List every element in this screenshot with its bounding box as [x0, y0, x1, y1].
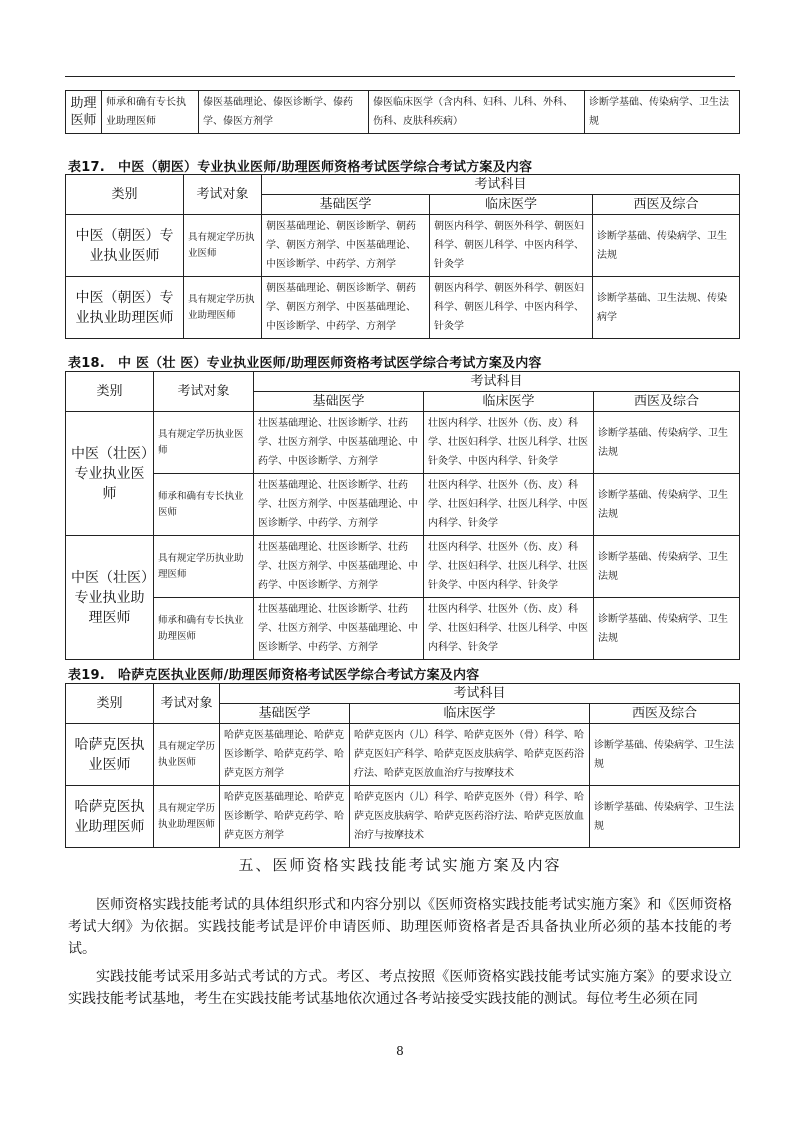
table-row — [66, 724, 740, 786]
table-cell: 朝医基础理论、朝医诊断学、朝药学、朝医方剂学、中医基础理论、中医诊断学、中药学、方剂学 — [262, 215, 430, 277]
header-target: 考试对象 — [154, 684, 220, 724]
header-basic: 基础医学 — [254, 392, 424, 412]
table18-caption: 表18. 中 医（壮 医）专业执业医师/助理医师资格考试医学综合考试方案及内容 — [68, 356, 542, 371]
table-cell: 具有规定学历执业医师 — [154, 724, 220, 786]
table-cell: 壮医基础理论、壮医诊断学、壮药学、壮医方剂学、中医基础理论、中药学、中医诊断学、方剂学 — [254, 412, 424, 474]
header-category: 类别 — [66, 684, 154, 724]
table-cell: 哈萨克医内（儿）科学、哈萨克医外（骨）科学、哈萨克医妇产科学、哈萨克医皮肤病学、哈萨克医药浴疗法、哈萨克医放血治疗与按摩技术 — [350, 724, 590, 786]
header-subjects: 考试科目 — [262, 175, 740, 195]
header-western: 西医及综合 — [593, 195, 740, 215]
header-target: 考试对象 — [184, 175, 262, 215]
table-cell: 师承和确有专长执业医师 — [154, 474, 254, 536]
table-cell: 壮医内科学、壮医外（伤、皮）科学、壮医妇科学、壮医儿科学、中医内科学、针灸学 — [424, 474, 594, 536]
table-cell: 中医（朝医）专业执业医师 — [66, 215, 184, 277]
table-row — [66, 277, 740, 339]
table-cell: 诊断学基础、传染病学、卫生法规 — [594, 412, 740, 474]
group-cell: 中医（壮医）专业执业医师 — [66, 412, 154, 536]
table-cell: 具有规定学历执业助理医师 — [184, 277, 262, 339]
table-cell: 壮医内科学、壮医外（伤、皮）科学、壮医妇科学、壮医儿科学、中医内科学、针灸学 — [424, 598, 594, 660]
header-rule — [65, 76, 735, 77]
table-cell: 诊断学基础、传染病学、卫生法规 — [594, 536, 740, 598]
table-cell: 诊断学基础、传染病学、卫生法规 — [593, 215, 740, 277]
table-cell: 诊断学基础、传染病学、卫生法规 — [590, 786, 740, 848]
section-title: 五、医师资格实践技能考试实施方案及内容 — [238, 856, 562, 874]
table-cell: 诊断学基础、传染病学、卫生法规 — [590, 724, 740, 786]
table-row — [66, 598, 740, 660]
table-cell: 朝医内科学、朝医外科学、朝医妇科学、朝医儿科学、中医内科学、针灸学 — [430, 277, 593, 339]
table-cell: 诊断学基础、传染病学、卫生法规 — [594, 598, 740, 660]
table-cell: 助理医师 — [66, 91, 102, 134]
table-cell: 哈萨克医内（儿）科学、哈萨克医外（骨）科学、哈萨克医皮肤病学、哈萨克医药浴疗法、哈萨克医放血治疗与按摩技术 — [350, 786, 590, 848]
table17 — [65, 174, 740, 339]
header-subjects: 考试科目 — [254, 372, 740, 392]
table-cell: 诊断学基础、传染病学、卫生法规 — [585, 91, 740, 134]
table-row — [66, 412, 740, 474]
table-cell: 师承和确有专长执业助理医师 — [102, 91, 199, 134]
header-western: 西医及综合 — [594, 392, 740, 412]
table-cell: 具有规定学历执业助理医师 — [154, 536, 254, 598]
table-cell: 诊断学基础、传染病学、卫生法规 — [594, 474, 740, 536]
table-cell: 诊断学基础、卫生法规、传染病学 — [593, 277, 740, 339]
paragraph: 实践技能考试采用多站式考试的方式。考区、考点按照《医师资格实践技能考试实施方案》的要求设立实践技能考试基地，考生在实践技能考试基地依次通过各考站接受实践技能的测试。每位考生必须在同 — [68, 969, 732, 1007]
table-row — [66, 91, 740, 134]
table-cell: 壮医基础理论、壮医诊断学、壮药学、壮医方剂学、中医基础理论、中医诊断学、中药学、方剂学 — [254, 474, 424, 536]
table-row — [66, 474, 740, 536]
header-category: 类别 — [66, 175, 184, 215]
table-cell: 哈萨克医执业助理医师 — [66, 786, 154, 848]
table-cell: 具有规定学历执业助理医师 — [154, 786, 220, 848]
header-clinical: 临床医学 — [430, 195, 593, 215]
table-cell: 哈萨克医基础理论、哈萨克医诊断学、哈萨克药学、哈萨克医方剂学 — [220, 786, 350, 848]
table-cell: 傣医基础理论、傣医诊断学、傣药学、傣医方剂学 — [199, 91, 369, 134]
group-cell: 中医（壮医）专业执业助理医师 — [66, 536, 154, 660]
table-cell: 哈萨克医基础理论、哈萨克医诊断学、哈萨克药学、哈萨克医方剂学 — [220, 724, 350, 786]
table-cell: 师承和确有专长执业助理医师 — [154, 598, 254, 660]
table-cell: 壮医内科学、壮医外（伤、皮）科学、壮医妇科学、壮医儿科学、壮医针灸学、中医内科学、针灸学 — [424, 536, 594, 598]
table-row — [66, 536, 740, 598]
paragraph: 医师资格实践技能考试的具体组织形式和内容分别以《医师资格实践技能考试实施方案》和《医师资格考试大纲》为依据。实践技能考试是评价申请医师、助理医师资格者是否具备执业所必须的基本技能的考试。 — [68, 897, 732, 957]
table-cell: 朝医内科学、朝医外科学、朝医妇科学、朝医儿科学、中医内科学、针灸学 — [430, 215, 593, 277]
table19-caption: 表19. 哈萨克医执业医师/助理医师资格考试医学综合考试方案及内容 — [68, 668, 480, 683]
table-cell: 壮医内科学、壮医外（伤、皮）科学、壮医妇科学、壮医儿科学、壮医针灸学、中医内科学、针灸学 — [424, 412, 594, 474]
top-table — [65, 90, 740, 134]
header-clinical: 临床医学 — [350, 704, 590, 724]
table-cell: 中医（朝医）专业执业助理医师 — [66, 277, 184, 339]
table18 — [65, 371, 740, 660]
header-basic: 基础医学 — [262, 195, 430, 215]
header-basic: 基础医学 — [220, 704, 350, 724]
table-cell: 具有规定学历执业医师 — [154, 412, 254, 474]
table-row — [66, 215, 740, 277]
page-number: 8 — [396, 1044, 404, 1058]
header-subjects: 考试科目 — [220, 684, 740, 704]
table-cell: 壮医基础理论、壮医诊断学、壮药学、壮医方剂学、中医基础理论、中医诊断学、中药学、方剂学 — [254, 598, 424, 660]
header-category: 类别 — [66, 372, 154, 412]
table-cell: 具有规定学历执业医师 — [184, 215, 262, 277]
header-clinical: 临床医学 — [424, 392, 594, 412]
header-target: 考试对象 — [154, 372, 254, 412]
table-row — [66, 786, 740, 848]
table-cell: 哈萨克医执业医师 — [66, 724, 154, 786]
table-cell: 朝医基础理论、朝医诊断学、朝药学、朝医方剂学、中医基础理论、中医诊断学、中药学、方剂学 — [262, 277, 430, 339]
header-western: 西医及综合 — [590, 704, 740, 724]
table-cell: 壮医基础理论、壮医诊断学、壮药学、壮医方剂学、中医基础理论、中药学、中医诊断学、方剂学 — [254, 536, 424, 598]
table-cell: 傣医临床医学（含内科、妇科、儿科、外科、伤科、皮肤科疾病） — [369, 91, 585, 134]
table19 — [65, 683, 740, 848]
table17-caption: 表17. 中医（朝医）专业执业医师/助理医师资格考试医学综合考试方案及内容 — [68, 160, 533, 175]
